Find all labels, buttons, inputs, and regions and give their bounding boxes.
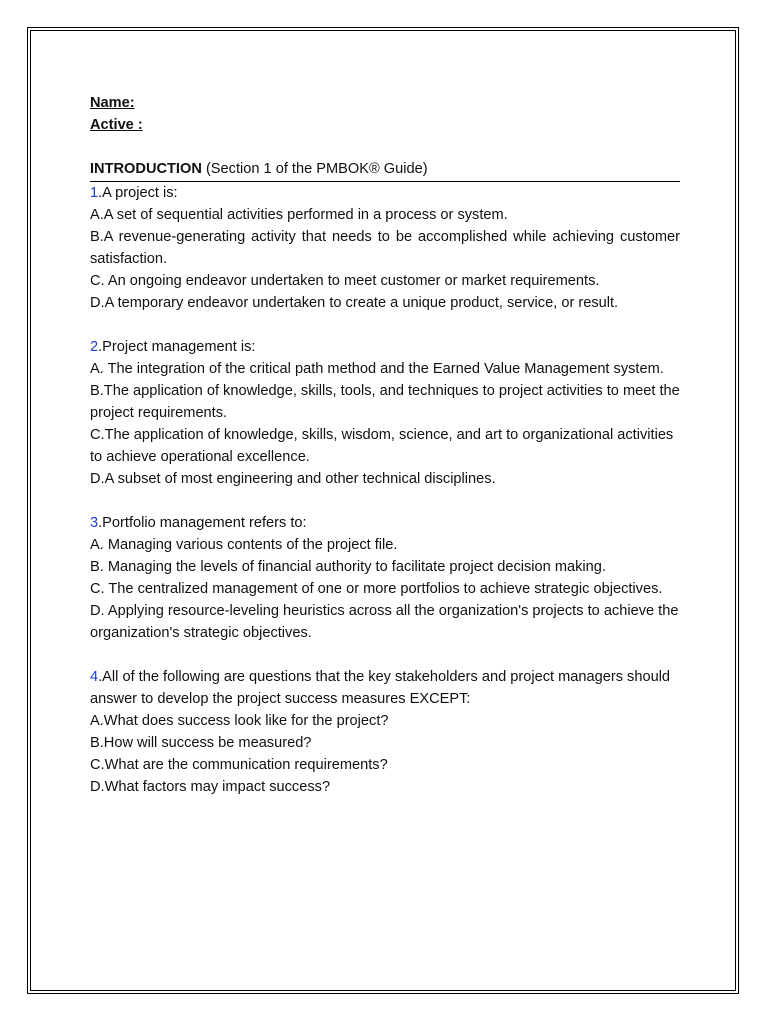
answer-option-d: D.A temporary endeavor undertaken to create a unique product, service, or result. xyxy=(90,295,619,311)
answer-option-d: D. Applying resource-leveling heuristics across all the organization's projects to achieve the organization's strategic objectives. xyxy=(90,603,679,641)
answer-option-c: C. An ongoing endeavor undertaken to meet customer or market requirements. xyxy=(90,273,600,289)
answer-option-c: C.The application of knowledge, skills, wisdom, science, and art to organizational activities to achieve operational excellence. xyxy=(90,427,674,465)
document-body xyxy=(90,92,680,820)
question-1 xyxy=(90,182,680,314)
answer-option-d: D.What factors may impact success? xyxy=(90,779,331,795)
question-stem xyxy=(90,666,680,710)
question-number: 2 xyxy=(90,339,99,355)
question-stem xyxy=(90,336,680,358)
question-text: .All of the following are questions that the key stakeholders and project managers should answer to develop the project success measures EXCEPT: xyxy=(90,669,671,707)
answer-option-b: B.The application of knowledge, skills, tools, and techniques to project activities to meet the project requirements. xyxy=(90,383,680,421)
answer-option-a: A. Managing various contents of the project file. xyxy=(90,537,398,553)
question-text: .Project management is: xyxy=(98,339,256,355)
section-title-rest: (Section 1 of the PMBOK® Guide) xyxy=(201,161,428,177)
question-text: .A project is: xyxy=(98,185,178,201)
answer-option-c: C.What are the communication requirements? xyxy=(90,757,388,773)
answer-option-a: A.What does success look like for the project? xyxy=(90,713,389,729)
question-2 xyxy=(90,336,680,490)
question-number: 1 xyxy=(90,185,99,201)
question-number: 4 xyxy=(90,669,99,685)
answer-option-a: A. The integration of the critical path method and the Earned Value Management system. xyxy=(90,361,664,377)
question-4 xyxy=(90,666,680,798)
section-heading xyxy=(90,158,680,182)
active-label: Active : xyxy=(90,117,143,133)
name-label: Name: xyxy=(90,95,135,111)
question-stem xyxy=(90,512,680,534)
answer-option-b: B.How will success be measured? xyxy=(90,735,312,751)
answer-option-c: C. The centralized management of one or more portfolios to achieve strategic objectives. xyxy=(90,581,663,597)
answer-option-d: D.A subset of most engineering and other technical disciplines. xyxy=(90,471,496,487)
question-3 xyxy=(90,512,680,644)
answer-option-b: B.A revenue-generating activity that needs to be accomplished while achieving customer satisfaction. xyxy=(90,229,680,267)
answer-option-a: A.A set of sequential activities performed in a process or system. xyxy=(90,207,508,223)
section-title-bold: INTRODUCTION xyxy=(90,161,202,177)
answer-option-b: B. Managing the levels of financial authority to facilitate project decision making. xyxy=(90,559,606,575)
question-text: .Portfolio management refers to: xyxy=(98,515,307,531)
question-number: 3 xyxy=(90,515,99,531)
question-stem xyxy=(90,182,680,204)
